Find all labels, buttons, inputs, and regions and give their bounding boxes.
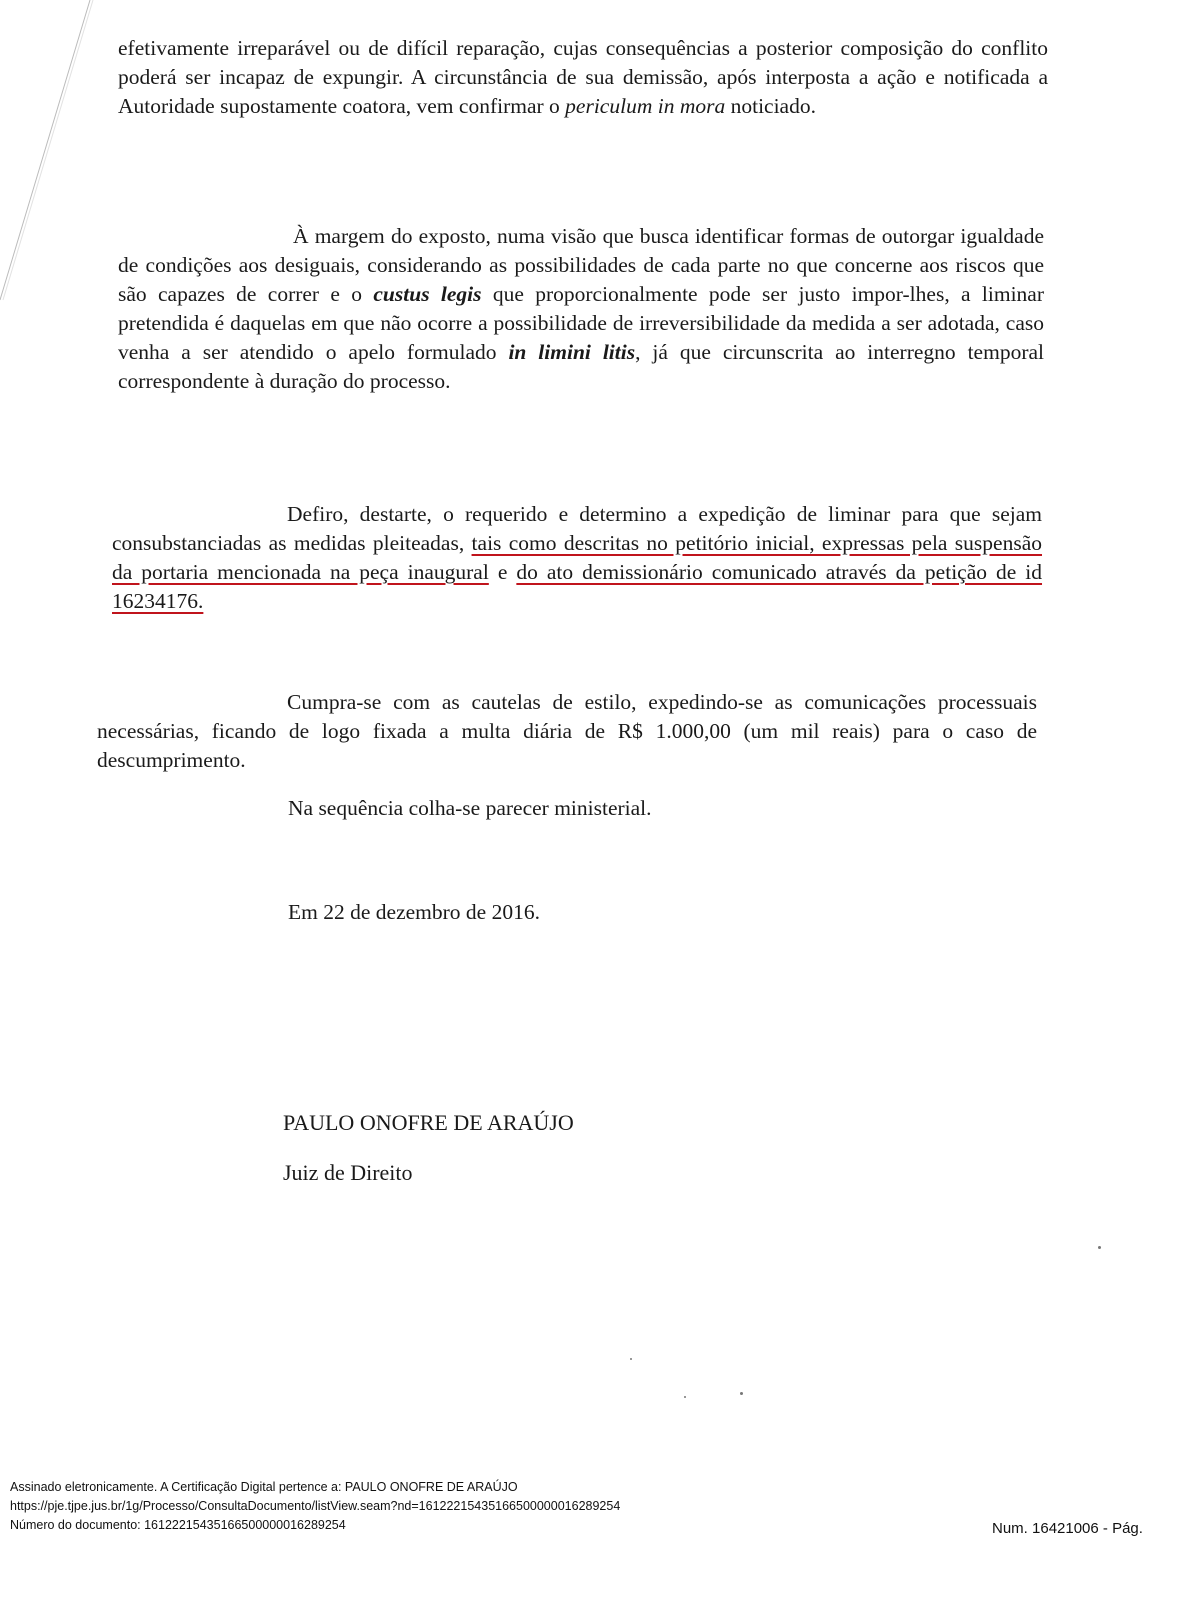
page-number-label: Num. 16421006 - Pág.	[992, 1520, 1143, 1537]
scan-speck	[740, 1392, 743, 1395]
signer-role: Juiz de Direito	[283, 1160, 413, 1185]
paragraph-periculum	[118, 34, 1048, 121]
footer-url-line[interactable]: https://pje.tjpe.jus.br/1g/Processo/ConsultaDocumento/listView.seam?nd=16122215435166500000016289254	[10, 1499, 621, 1513]
scan-speck	[1098, 1246, 1101, 1249]
paragraph-2-text-c: , já que circunscrita ao interregno temporal correspondente à duração do processo.	[118, 340, 1045, 393]
signature-footer	[10, 1478, 620, 1535]
underlined-passage-2: do ato demissionário comunicado através da petição de id 16234176.	[112, 560, 1043, 613]
paragraph-2-in-limini-litis: in limini litis	[508, 340, 636, 364]
closing-line: Na sequência colha-se parecer ministerial.	[288, 796, 652, 820]
paragraph-1-italic: periculum in mora	[565, 94, 726, 118]
paragraph-defiro	[112, 500, 1042, 616]
paragraph-4-text: Cumpra-se com as cautelas de estilo, expedindo-se as comunicações processuais necessárias, ficando de logo fixada a multa diária de R$ 1.000,00 (um mil reais) para o caso de descumprimento.	[97, 690, 1037, 772]
paragraph-3-text-a: Defiro, destarte, o requerido e determino a expedição de liminar para que sejam consubstanciadas as medidas pleiteadas,	[112, 502, 1042, 555]
document-date: Em 22 de dezembro de 2016.	[288, 900, 540, 924]
paragraph-cumpra-se	[97, 688, 1037, 775]
footer-doc-number: Número do documento: 16122215435166500000016289254	[10, 1518, 346, 1532]
paragraph-1-text-b: noticiado.	[725, 94, 816, 118]
paragraph-3-text-b: e	[488, 560, 517, 584]
scan-speck	[630, 1358, 632, 1360]
underlined-passage-1: tais como descritas no petitório inicial, expressas pela suspensão da portaria mencionada na peça inaugural	[112, 531, 1042, 584]
footer-signed-line: Assinado eletronicamente. A Certificação Digital pertence a: PAULO ONOFRE DE ARAÚJO	[10, 1480, 518, 1494]
paragraph-2-text-a: À margem do exposto, numa visão que busca identificar formas de outorgar igualdade de condições aos desiguais, considerando as possibilidades de cada parte no que concerne aos riscos que são capazes de correr e o	[118, 224, 1044, 306]
paragraph-1-text-a: efetivamente irreparável ou de difícil reparação, cujas consequências a posterior composição do conflito poderá ser incapaz de expungir. A circunstância de sua demissão, após interposta a ação e notificada a Autoridade supostamente coatora, vem confirmar o	[118, 36, 1048, 118]
paragraph-2-text-b: que proporcionalmente pode ser justo impor-lhes, a liminar pretendida é daquelas em que não ocorre a possibilidade de irreversibilidade da medida a ser adotada, caso venha a ser atendido o apelo formulado	[118, 282, 1044, 364]
paragraph-margem	[118, 222, 1044, 396]
paragraph-2-custus-legis: custus legis	[373, 282, 482, 306]
signer-name: PAULO ONOFRE DE ARAÚJO	[283, 1110, 574, 1135]
page-fold-line	[0, 0, 120, 340]
scan-speck	[684, 1396, 686, 1398]
